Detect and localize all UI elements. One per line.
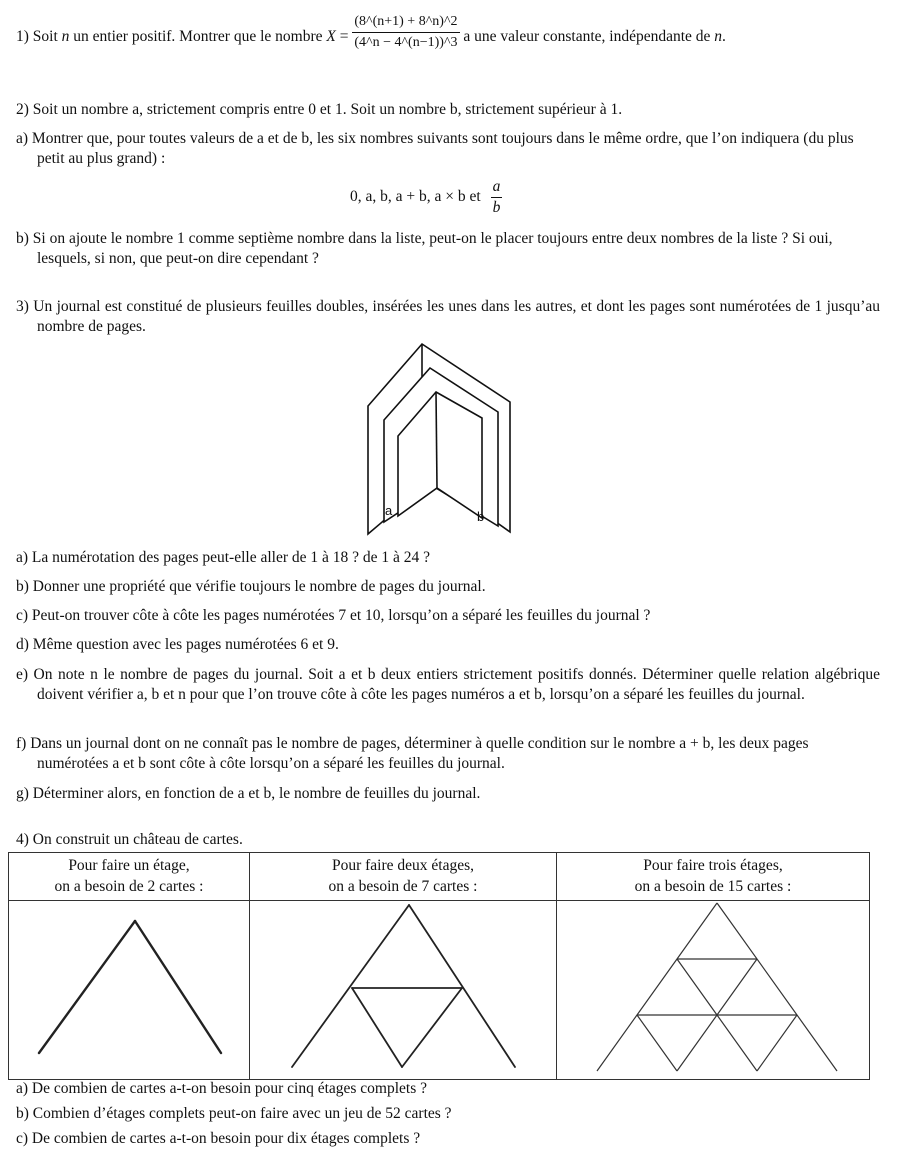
q4-part-c: c) De combien de cartes a-t-on besoin pour dix étages complets ? bbox=[16, 1130, 421, 1147]
q1-end: . bbox=[722, 28, 726, 46]
col3-figure bbox=[557, 901, 870, 1080]
q4-intro: 4) On construit un château de cartes. bbox=[16, 831, 243, 848]
q3-part-g: g) Déterminer alors, en fonction de a et b, le nombre de feuilles du journal. bbox=[16, 785, 481, 802]
q3-part-b: b) Donner une propriété que vérifie toujours le nombre de pages du journal. bbox=[16, 578, 486, 595]
q2-frac-num: a bbox=[491, 177, 503, 198]
castle-1-floor bbox=[9, 901, 249, 1073]
q2-frac-den: b bbox=[492, 199, 501, 216]
q4-part-b: b) Combien d’étages complets peut-on faire avec un jeu de 52 cartes ? bbox=[16, 1105, 452, 1122]
q2-part-a: a) Montrer que, pour toutes valeurs de a et de b, les six nombres suivants sont toujours dans le même ordre, que l’on indiquera (du plus petit au plus grand) : bbox=[16, 130, 854, 167]
q1-suffix: a une valeur constante, indépendante de bbox=[459, 28, 715, 46]
q3-intro: 3) Un journal est constitué de plusieurs feuilles doubles, insérées les unes dans les autres, et dont les pages sont numérotées de 1 jusqu’au nombre de pages. bbox=[16, 298, 880, 335]
q4-part-a: a) De combien de cartes a-t-on besoin pour cinq étages complets ? bbox=[16, 1080, 428, 1097]
q3-part-d: d) Même question avec les pages numérotées 6 et 9. bbox=[16, 636, 339, 653]
col3-line2: on a besoin de 15 cartes : bbox=[634, 878, 792, 895]
q1-var-n-end: n bbox=[714, 28, 723, 46]
q3-part-a: a) La numérotation des pages peut-elle aller de 1 à 18 ? de 1 à 24 ? bbox=[16, 549, 431, 566]
q2-list-text: 0, a, b, a + b, a × b et bbox=[350, 188, 481, 206]
col1-figure bbox=[9, 901, 250, 1080]
q1-mid: un entier positif. Montrer que le nombre bbox=[69, 28, 327, 46]
col3-line1: Pour faire trois étages, bbox=[643, 857, 783, 874]
q3-part-f: f) Dans un journal dont on ne connaît pas le nombre de pages, déterminer à quelle condition sur le nombre a + b, les deux pages numérotées a et b sont côte à côte lorsqu’on a séparé les feuilles du journal. bbox=[16, 735, 809, 772]
card-castle-table bbox=[8, 852, 870, 1080]
fig-label-b: b bbox=[477, 509, 485, 524]
q2-list bbox=[350, 177, 502, 218]
q2-intro: 2) Soit un nombre a, strictement compris entre 0 et 1. Soit un nombre b, strictement supérieur à 1. bbox=[16, 101, 623, 118]
col1-line1: Pour faire un étage, bbox=[68, 857, 190, 874]
q1-numerator: (8^(n+1) + 8^n)^2 bbox=[352, 12, 459, 33]
col1-header bbox=[9, 853, 250, 901]
col2-figure bbox=[250, 901, 557, 1080]
q1-eq: = bbox=[335, 28, 353, 46]
q3-part-c: c) Peut-on trouver côte à côte les pages numérotées 7 et 10, lorsqu’on a séparé les feuilles du journal ? bbox=[16, 607, 651, 624]
q1-denominator: (4^n − 4^(n−1))^3 bbox=[354, 35, 458, 50]
col1-line2: on a besoin de 2 cartes : bbox=[54, 878, 204, 895]
newspaper-figure bbox=[360, 340, 520, 540]
col2-header bbox=[250, 853, 557, 901]
q2-fraction bbox=[491, 177, 503, 218]
q1-var-x: X bbox=[326, 28, 336, 46]
col2-line1: Pour faire deux étages, bbox=[331, 857, 475, 874]
q1-line bbox=[16, 14, 886, 53]
q3-part-e: e) On note n le nombre de pages du journal. Soit a et b deux entiers strictement positifs donnés. Déterminer quelle relation algébrique doivent vérifier a, b et n pour que l’on trouve côte à côte les pages numéros a et b, lorsqu’on a séparé les feuilles du journal. bbox=[16, 666, 880, 703]
fig-label-a: a bbox=[385, 503, 393, 518]
q1-var-n: n bbox=[61, 28, 70, 46]
col3-header bbox=[557, 853, 870, 901]
inner-fold bbox=[436, 392, 437, 488]
castle-3-floors bbox=[557, 901, 869, 1073]
col2-line2: on a besoin de 7 cartes : bbox=[328, 878, 478, 895]
q1-prefix: 1) Soit bbox=[16, 28, 62, 46]
q2-part-b: b) Si on ajoute le nombre 1 comme septième nombre dans la liste, peut-on le placer toujours entre deux nombres de la liste ? Si oui, lesquels, si non, que peut-on dire cependant ? bbox=[16, 230, 833, 267]
q1-fraction bbox=[352, 12, 459, 53]
castle-2-floors bbox=[250, 901, 556, 1073]
